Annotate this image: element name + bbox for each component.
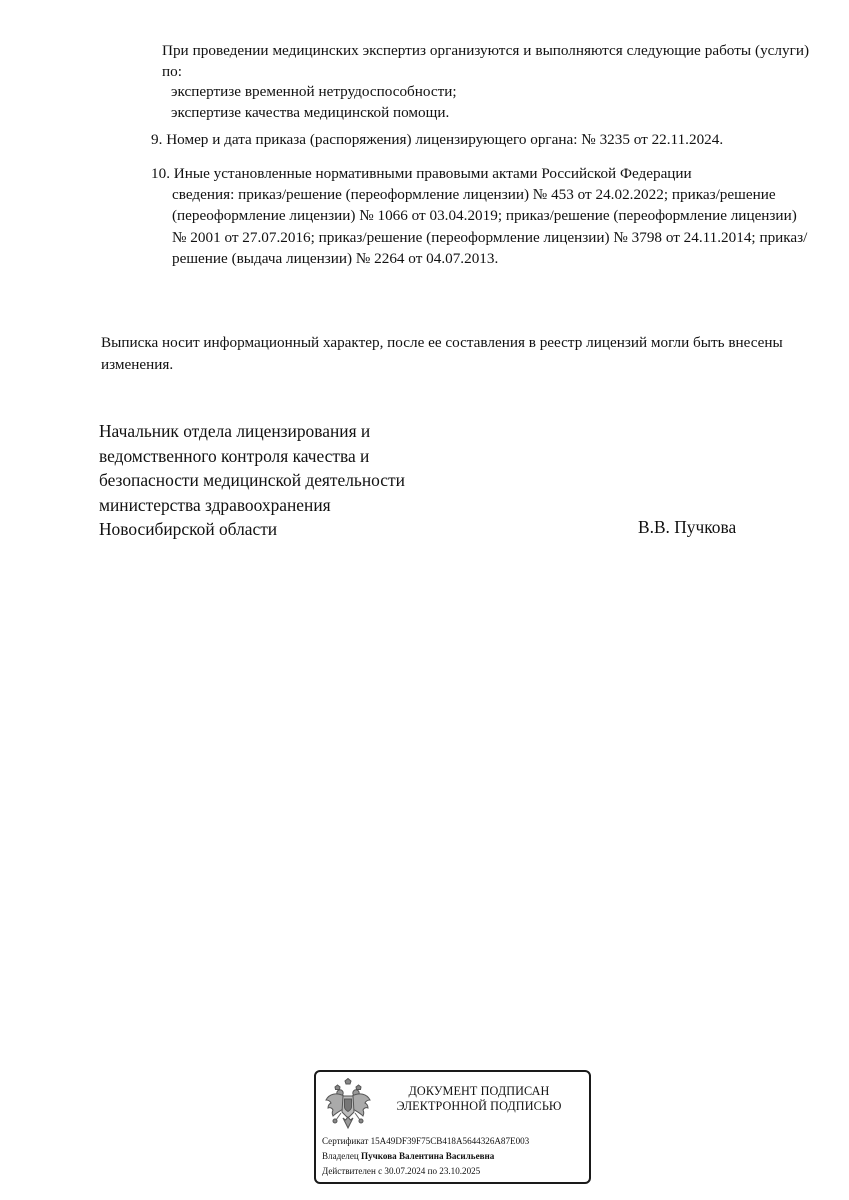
certificate-label: Сертификат [322, 1136, 369, 1146]
signer-name: В.В. Пучкова [638, 517, 737, 537]
expertise-item: экспертизе качества медицинской помощи. [171, 103, 450, 121]
signer-position-line: Новосибирской области [99, 519, 278, 540]
expertise-item: экспертизе временной нетрудоспособности; [171, 83, 457, 100]
other-info-details: сведения: приказ/решение (переоформление лицензии) № 453 от 24.02.2022; приказ/решение (переоформление лицензии) № 1066 от 03.04.2019; приказ/решение (переоформление лицензии) № 2001 от 27.07.2016; приказ/решение (переоформление лицензии) № 3798 от 24.11.2014; приказ/решение (выдача лицензии) № 2264 от 04.07.2013. [172, 186, 808, 267]
other-info-first-line: 10. Иные установленные нормативными правовыми актами Российской Федерации [151, 165, 692, 182]
expertise-intro: При проведении медицинских экспертиз организуются и выполняются следующие работы (услуги) по: [162, 42, 809, 80]
other-info-item [151, 163, 811, 269]
order-number-item: 9. Номер и дата приказа (распоряжения) лицензирующего органа: № 3235 от 22.11.2024. [151, 131, 724, 148]
owner-value: Пучкова Валентина Васильевна [361, 1151, 495, 1161]
informational-notice: Выписка носит информационный характер, после ее составления в реестр лицензий могли быть внесены изменения. [101, 334, 783, 373]
stamp-title [386, 1084, 572, 1114]
stamp-owner [322, 1149, 529, 1164]
electronic-signature-stamp [314, 1070, 591, 1184]
signer-position-line: ведомственного контроля качества и [99, 445, 370, 466]
signer-position [99, 419, 499, 542]
stamp-validity: Действителен с 30.07.2024 по 23.10.2025 [322, 1166, 481, 1176]
stamp-title-line: ДОКУМЕНТ ПОДПИСАН [408, 1084, 550, 1098]
expertise-section [162, 41, 809, 123]
stamp-title-line: ЭЛЕКТРОННОЙ ПОДПИСЬЮ [396, 1099, 562, 1113]
signer-position-line: безопасности медицинской деятельности [99, 470, 405, 491]
stamp-certificate [322, 1134, 529, 1149]
stamp-details [322, 1134, 529, 1179]
signer-position-line: министерства здравоохранения [99, 494, 331, 515]
coat-of-arms-icon [324, 1078, 372, 1130]
certificate-value: 15A49DF39F75CB418A5644326A87E003 [370, 1136, 530, 1146]
owner-label: Владелец [322, 1151, 359, 1161]
signer-position-line: Начальник отдела лицензирования и [99, 421, 371, 441]
